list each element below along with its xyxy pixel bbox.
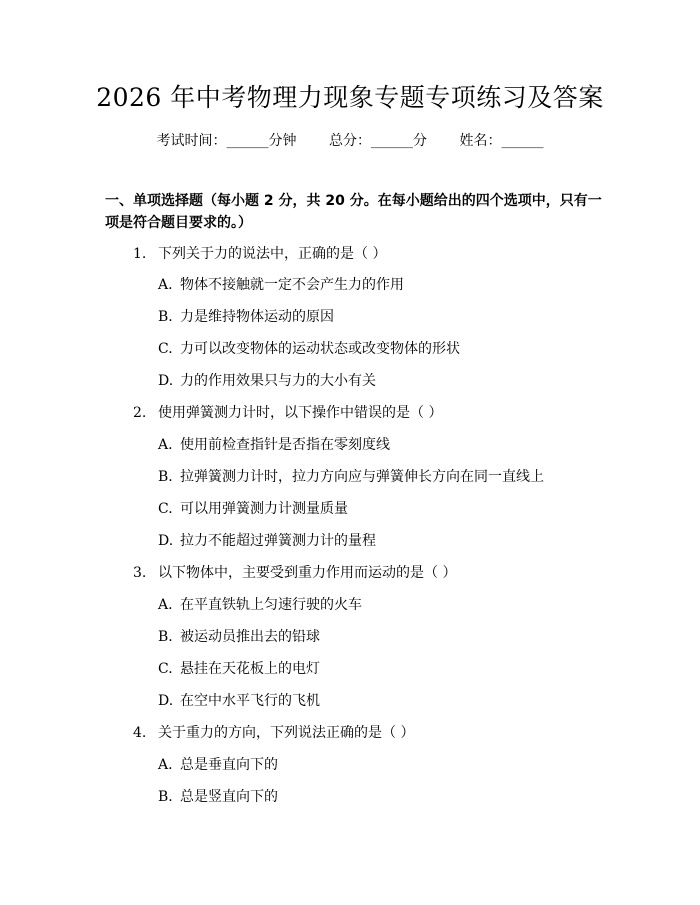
question-3-option-d	[158, 690, 320, 712]
option-letter: A.	[158, 597, 173, 613]
student-name: 姓名：______	[459, 133, 544, 149]
option-text: 总是竖直向下的	[180, 789, 278, 805]
question-2-option-a	[158, 434, 390, 456]
option-text: 拉弹簧测力计时，拉力方向应与弹簧伸长方向在同一直线上	[180, 469, 544, 485]
exam-time: 考试时间：______分钟	[156, 133, 297, 149]
option-text: 被运动员推出去的铅球	[180, 629, 320, 645]
option-text: 在平直铁轨上匀速行驶的火车	[180, 597, 362, 613]
question-4-option-b	[158, 786, 278, 808]
option-letter: C.	[158, 501, 173, 517]
question-4	[133, 722, 414, 744]
question-1-option-a	[158, 274, 404, 296]
question-1-option-c	[158, 338, 460, 360]
question-1	[133, 243, 386, 265]
question-text: 使用弹簧测力计时，以下操作中错误的是（ ）	[158, 405, 443, 421]
option-letter: B.	[158, 629, 173, 645]
option-text: 拉力不能超过弹簧测力计的量程	[180, 533, 376, 549]
option-letter: D.	[158, 533, 174, 549]
option-letter: C.	[158, 341, 173, 357]
question-3-option-b	[158, 626, 320, 648]
question-1-option-d	[158, 370, 376, 392]
option-text: 物体不接触就一定不会产生力的作用	[180, 277, 404, 293]
question-3-option-a	[158, 594, 362, 616]
option-text: 在空中水平飞行的飞机	[180, 693, 320, 709]
option-text: 力可以改变物体的运动状态或改变物体的形状	[180, 341, 460, 357]
page-title: 2026 年中考物理力现象专题专项练习及答案	[96, 83, 604, 112]
option-letter: A.	[158, 437, 173, 453]
option-letter: B.	[158, 469, 173, 485]
option-text: 悬挂在天花板上的电灯	[180, 661, 320, 677]
option-text: 使用前检查指针是否指在零刻度线	[180, 437, 390, 453]
option-letter: C.	[158, 661, 173, 677]
option-letter: D.	[158, 373, 174, 389]
question-2	[133, 402, 442, 424]
option-letter: A.	[158, 757, 173, 773]
option-text: 总是垂直向下的	[180, 757, 278, 773]
option-letter: A.	[158, 277, 173, 293]
option-letter: B.	[158, 309, 173, 325]
option-text: 力是维持物体运动的原因	[180, 309, 334, 325]
question-2-option-b	[158, 466, 544, 488]
question-3	[133, 562, 456, 584]
question-2-option-d	[158, 530, 376, 552]
question-number: 3.	[133, 565, 147, 581]
question-4-option-a	[158, 754, 278, 776]
question-number: 4.	[133, 725, 147, 741]
question-number: 2.	[133, 405, 147, 421]
question-number: 1.	[133, 246, 147, 262]
question-1-option-b	[158, 306, 334, 328]
question-text: 下列关于力的说法中，正确的是（ ）	[158, 246, 387, 262]
option-text: 力的作用效果只与力的大小有关	[180, 373, 376, 389]
question-text: 关于重力的方向，下列说法正确的是（ ）	[158, 725, 415, 741]
option-text: 可以用弹簧测力计测量质量	[180, 501, 348, 517]
option-letter: B.	[158, 789, 173, 805]
option-letter: D.	[158, 693, 174, 709]
exam-score: 总分：______分	[329, 133, 427, 149]
question-2-option-c	[158, 498, 348, 520]
section-heading: 一、单项选择题（每小题 2 分，共 20 分。在每小题给出的四个选项中，只有一项是符合题目要求的。）	[105, 193, 602, 231]
question-text: 以下物体中，主要受到重力作用而运动的是（ ）	[158, 565, 457, 581]
exam-meta	[0, 130, 700, 152]
question-3-option-c	[158, 658, 320, 680]
